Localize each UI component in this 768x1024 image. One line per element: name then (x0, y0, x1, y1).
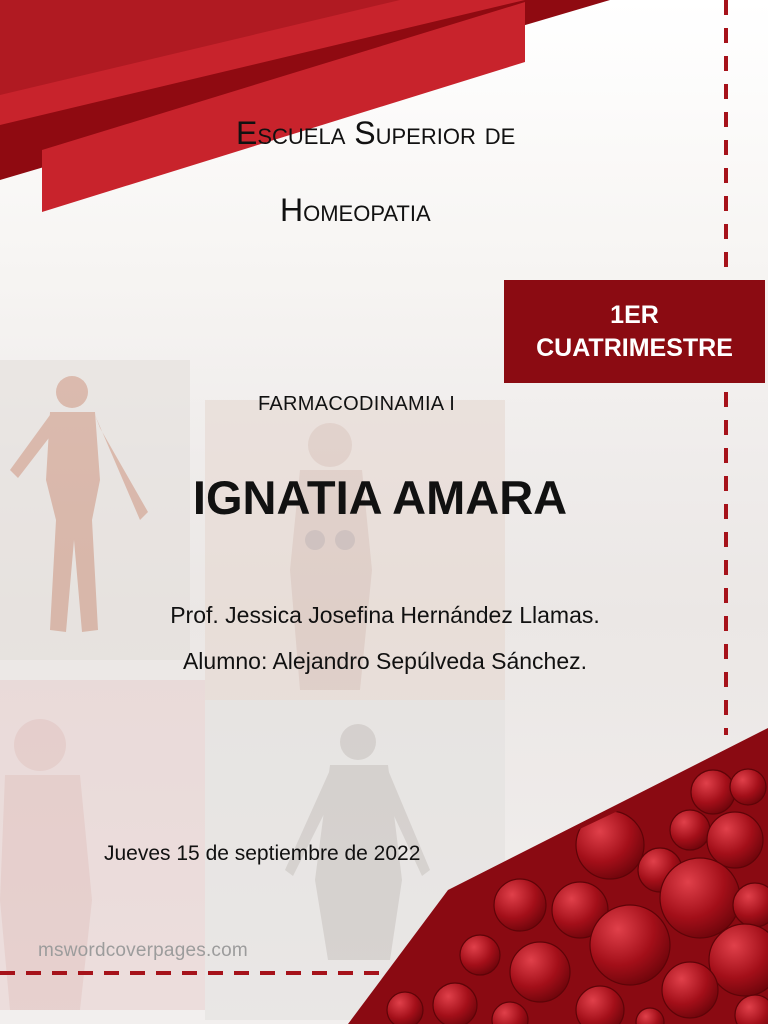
subject-name: FARMACODINAMIA I (258, 393, 456, 415)
watermark: mswordcoverpages.com (38, 940, 248, 961)
school-name-line-2: Homeopatia (280, 192, 431, 228)
semester-badge-line-1: 1ER (610, 300, 659, 329)
document-title: IGNATIA AMARA (192, 471, 568, 524)
student-name: Alumno: Alejandro Sepúlveda Sánchez. (182, 648, 588, 674)
document-date: Jueves 15 de septiembre de 2022 (104, 842, 421, 865)
semester-badge-line-2: CUATRIMESTRE (536, 333, 733, 362)
professor-name: Prof. Jessica Josefina Hernández Llamas. (170, 602, 600, 628)
school-name-line-1: Escuela Superior de (236, 115, 516, 151)
semester-badge (504, 280, 765, 383)
